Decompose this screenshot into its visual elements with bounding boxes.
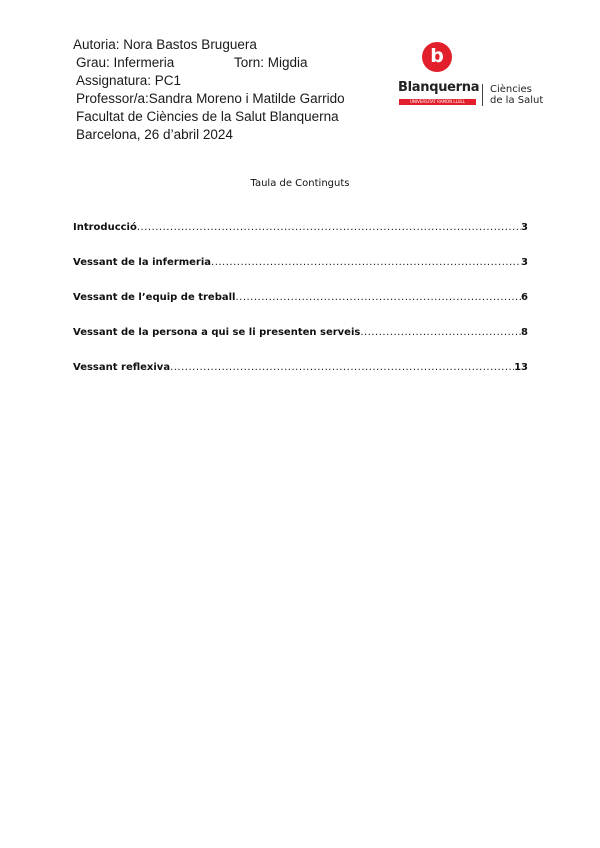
toc-entry-label: Introducció xyxy=(73,222,137,233)
date-line: Barcelona, 26 d’abril 2024 xyxy=(76,127,233,142)
shift-text: Torn: Migdia xyxy=(234,55,308,70)
toc-entry-equip-treball[interactable] xyxy=(73,292,528,303)
toc-title: Taula de Continguts xyxy=(250,178,350,189)
toc-entry-page: 8 xyxy=(521,327,528,338)
document-header-info xyxy=(73,36,345,144)
toc-entry-label: Vessant de l’equip de treball xyxy=(73,292,236,303)
toc-leader-dots xyxy=(170,362,514,373)
toc-entry-infermeria[interactable] xyxy=(73,257,528,268)
author-line: Autoria: Nora Bastos Bruguera xyxy=(73,37,257,52)
blanquerna-logo xyxy=(398,42,548,112)
subject-line: Assignatura: PC1 xyxy=(76,73,182,88)
toc-entry-label: Vessant reflexiva xyxy=(73,362,171,373)
logo-faculty xyxy=(490,84,543,106)
toc-entry-page: 13 xyxy=(514,362,528,373)
toc-entry-introduccio[interactable] xyxy=(73,222,528,233)
degree-text: Grau: Infermeria xyxy=(76,55,175,70)
logo-divider xyxy=(482,84,483,106)
degree-line xyxy=(73,54,345,72)
toc-entry-persona[interactable] xyxy=(73,327,528,338)
logo-university: UNIVERSITAT RAMON LLULL xyxy=(399,99,476,105)
toc-leader-dots xyxy=(211,257,521,268)
logo-b-icon: b xyxy=(422,42,452,72)
toc-entry-label: Vessant de la persona a qui se li presenten serveis xyxy=(73,327,361,338)
logo-name: Blanquerna xyxy=(398,80,480,95)
faculty-line: Facultat de Ciències de la Salut Blanquerna xyxy=(76,109,339,124)
toc-leader-dots xyxy=(137,222,521,233)
toc-entry-page: 3 xyxy=(521,222,528,233)
toc-entry-page: 3 xyxy=(521,257,528,268)
toc-entry-label: Vessant de la infermeria xyxy=(73,257,212,268)
logo-faculty-line2: de la Salut xyxy=(490,95,544,106)
toc-entry-reflexiva[interactable] xyxy=(73,362,528,373)
logo-faculty-line1: Ciències xyxy=(490,84,532,95)
toc-leader-dots xyxy=(360,327,521,338)
toc-leader-dots xyxy=(235,292,521,303)
professor-line: Professor/a:Sandra Moreno i Matilde Garrido xyxy=(76,91,345,106)
toc-entry-page: 6 xyxy=(521,292,528,303)
